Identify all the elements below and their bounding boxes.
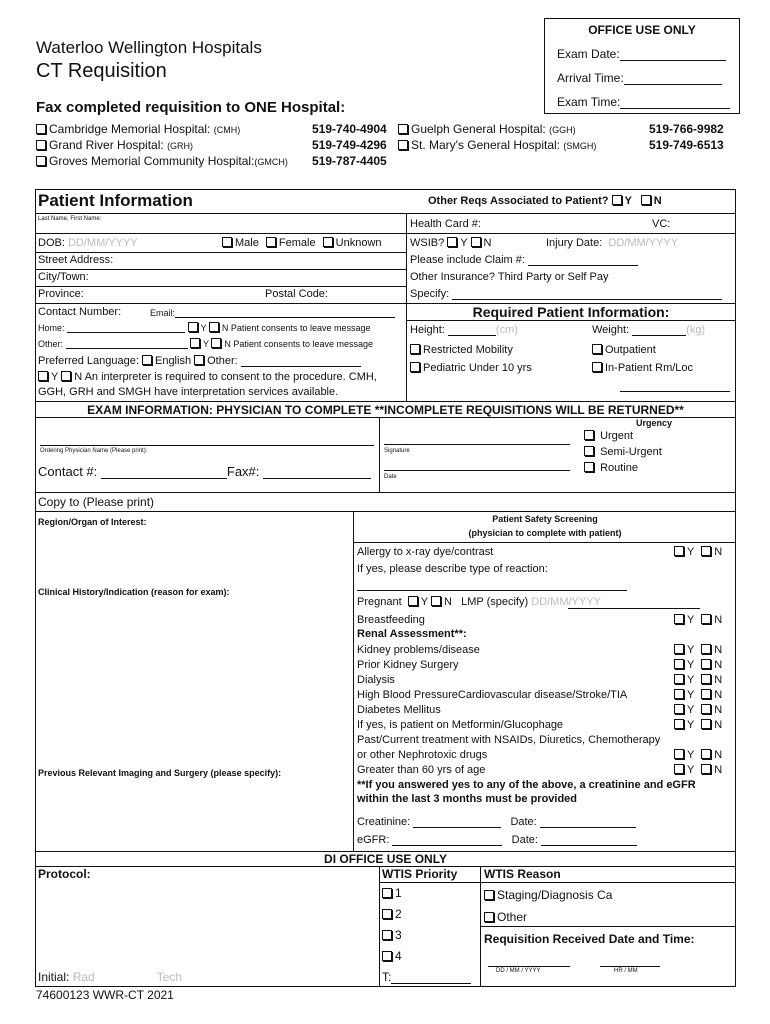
nsaids-row2: or other Nephrotoxic drugs	[357, 749, 488, 761]
form-title: CT Requisition	[36, 60, 167, 82]
date-label: Date	[384, 474, 397, 480]
hospital-cmh[interactable]: Cambridge Memorial Hospital: (CMH)	[36, 122, 240, 136]
restricted-mobility[interactable]: Restricted Mobility	[410, 344, 513, 356]
phone-gmch: 519-787-4405	[312, 154, 387, 168]
interpreter-line1[interactable]: Y N An interpreter is required to consent to the procedure. CMH,	[38, 371, 377, 383]
office-use-box	[544, 18, 740, 114]
fax-instruction: Fax completed requisition to ONE Hospital:	[36, 99, 346, 116]
phone-ggh: 519-766-9982	[649, 122, 724, 136]
copy-to-label: Copy to (Please print)	[38, 495, 155, 509]
exam-date-field[interactable]	[620, 60, 726, 61]
reaction-label: If yes, please describe type of reaction:	[357, 563, 548, 575]
specify-field[interactable]: Specify:	[410, 288, 722, 300]
initial-row[interactable]: Initial: Rad Tech	[38, 970, 183, 984]
warning-2: within the last 3 months must be provided	[357, 793, 578, 805]
phone-grh: 519-749-4296	[312, 138, 387, 152]
priority-2[interactable]: 2	[382, 907, 402, 921]
office-use-title: OFFICE USE ONLY	[588, 23, 696, 37]
claim-field[interactable]: Please include Claim #:	[410, 254, 638, 266]
pregnant-row[interactable]: Pregnant Y N LMP (specify) DD/MM/YYYY	[357, 596, 601, 608]
patient-info-title: Patient Information	[38, 191, 193, 210]
semi-urgent-option[interactable]: Semi-Urgent	[584, 446, 662, 458]
nsaids-row: Past/Current treatment with NSAIDs, Diuretics, Chemotherapy	[357, 734, 661, 746]
other-reqs-yes[interactable]	[612, 195, 622, 205]
safety-subtitle: (physician to complete with patient)	[468, 528, 622, 538]
previous-imaging-label: Previous Relevant Imaging and Surgery (please specify):	[38, 768, 282, 778]
interpreter-line2: GGH, GRH and SMGH have interpretation services available.	[38, 386, 339, 398]
renal-item: Diabetes Mellitus	[357, 704, 441, 716]
other-option[interactable]: Other	[484, 910, 527, 924]
org-name: Waterloo Wellington Hospitals	[36, 38, 262, 57]
hospital-ggh[interactable]: Guelph General Hospital: (GGH)	[398, 122, 576, 136]
creatinine-field[interactable]: Creatinine: Date:	[357, 816, 636, 828]
allergy-row: Allergy to x-ray dye/contrast	[357, 546, 494, 558]
ordering-physician-line[interactable]	[40, 445, 374, 446]
priority-4[interactable]: 4	[382, 949, 402, 963]
hospital-grh[interactable]: Grand River Hospital: (GRH)	[36, 138, 193, 152]
renal-yn[interactable]: Y N	[674, 689, 722, 701]
weight-field[interactable]: Weight: (kg)	[592, 324, 706, 336]
ordering-label: Ordering Physician Name (Please print):	[40, 448, 148, 454]
outpatient[interactable]: Outpatient	[592, 344, 656, 356]
protocol-label: Protocol:	[38, 867, 91, 881]
urgent-option[interactable]: Urgent	[584, 430, 633, 442]
health-card-label: Health Card #:	[410, 218, 481, 230]
di-office-title: DI OFFICE USE ONLY	[324, 852, 447, 866]
exam-time-label: Exam Time:	[557, 95, 621, 109]
breastfeeding-yn[interactable]: Y N	[674, 614, 722, 626]
other-reqs-no[interactable]	[641, 195, 651, 205]
renal-item: Kidney problems/disease	[357, 644, 480, 656]
nsaids-yn[interactable]: Y N	[674, 749, 722, 761]
arrival-time-label: Arrival Time:	[557, 71, 624, 85]
renal-yn[interactable]: Y N	[674, 674, 722, 686]
renal-item: Dialysis	[357, 674, 395, 686]
age60-yn[interactable]: Y N	[674, 764, 722, 776]
phone-smgh: 519-749-6513	[649, 138, 724, 152]
wsib-field[interactable]: WSIB? Y N	[410, 237, 492, 249]
dmy-label: DD / MM / YYYY	[496, 968, 541, 974]
hrmm-label: HR / MM	[614, 968, 638, 974]
received-label: Requisition Received Date and Time:	[484, 932, 695, 946]
renal-yn[interactable]: Y N	[674, 659, 722, 671]
priority-1[interactable]: 1	[382, 886, 402, 900]
pediatric[interactable]: Pediatric Under 10 yrs	[410, 362, 532, 374]
other-phone[interactable]: Other: Y N Patient consents to leave message	[38, 339, 373, 349]
wtis-reason-label: WTIS Reason	[484, 867, 561, 881]
signature-line[interactable]	[384, 444, 570, 445]
exam-date-label: Exam Date:	[557, 47, 620, 61]
region-label: Region/Organ of Interest:	[38, 517, 147, 527]
routine-option[interactable]: Routine	[584, 462, 638, 474]
safety-title: Patient Safety Screening	[492, 514, 598, 524]
clinical-label: Clinical History/Indication (reason for exam):	[38, 587, 230, 597]
preferred-language[interactable]: Preferred Language: English Other:	[38, 355, 361, 367]
renal-yn[interactable]: Y N	[674, 719, 722, 731]
height-field[interactable]: Height: (cm)	[410, 324, 518, 336]
date-line[interactable]	[384, 470, 570, 471]
inpatient[interactable]: In-Patient Rm/Loc	[592, 362, 693, 374]
contact-number-label: Contact Number:	[38, 306, 122, 318]
renal-item: If yes, is patient on Metformin/Glucophage	[357, 719, 564, 731]
priority-3[interactable]: 3	[382, 928, 402, 942]
t-field[interactable]: T:	[382, 970, 471, 984]
breastfeeding-row: Breastfeeding	[357, 614, 425, 626]
exam-banner: EXAM INFORMATION: PHYSICIAN TO COMPLETE **INCOMPLETE REQUISITIONS WILL BE RETURNED**	[87, 403, 684, 417]
renal-item: Prior Kidney Surgery	[357, 659, 459, 671]
footer-code: 74600123 WWR-CT 2021	[36, 988, 174, 1002]
received-date-line[interactable]	[488, 966, 570, 967]
renal-yn[interactable]: Y N	[674, 644, 722, 656]
required-info-title: Required Patient Information:	[472, 304, 670, 320]
renal-item: High Blood PressureCardiovascular disease/Stroke/TIA	[357, 689, 628, 701]
hospital-smgh[interactable]: St. Mary's General Hospital: (SMGH)	[398, 138, 596, 152]
renal-title: Renal Assessment**:	[357, 628, 467, 640]
sex-options[interactable]: Male Female Unknown	[222, 237, 382, 249]
injury-date[interactable]: Injury Date: DD/MM/YYYY	[546, 237, 679, 249]
email-field[interactable]: Email:	[150, 308, 395, 318]
other-reqs: Other Reqs Associated to Patient? Y N	[428, 195, 662, 207]
wtis-priority-label: WTIS Priority	[382, 867, 458, 881]
renal-yn[interactable]: Y N	[674, 704, 722, 716]
street-label: Street Address:	[38, 254, 114, 266]
contact-fax[interactable]: Contact #: Fax#:	[38, 464, 371, 479]
allergy-yn[interactable]: Y N	[674, 546, 722, 558]
signature-label: Signature	[384, 448, 410, 454]
egfr-field[interactable]: eGFR: Date:	[357, 834, 637, 846]
postal-label: Postal Code:	[265, 288, 328, 300]
age60-row: Greater than 60 yrs of age	[357, 764, 486, 776]
name-label: Last Name, First Name:	[38, 216, 102, 222]
received-time-line[interactable]	[600, 966, 660, 967]
other-insurance: Other Insurance? Third Party or Self Pay	[410, 271, 609, 283]
vc-label: VC:	[652, 218, 671, 230]
city-label: City/Town:	[38, 271, 89, 283]
staging-option[interactable]: Staging/Diagnosis Ca	[484, 888, 612, 902]
exam-time-field[interactable]	[620, 108, 730, 109]
dob-field[interactable]: DOB: DD/MM/YYYY	[38, 237, 138, 249]
arrival-time-field[interactable]	[624, 84, 722, 85]
urgency-label: Urgency	[636, 418, 673, 428]
hospital-gmch[interactable]: Groves Memorial Community Hospital:(GMCH)	[36, 154, 288, 168]
phone-cmh: 519-740-4904	[312, 122, 387, 136]
warning-1: **If you answered yes to any of the above, a creatinine and eGFR	[357, 779, 696, 791]
province-label: Province:	[38, 288, 84, 300]
home-phone[interactable]: Home: Y N Patient consents to leave message	[38, 323, 371, 333]
